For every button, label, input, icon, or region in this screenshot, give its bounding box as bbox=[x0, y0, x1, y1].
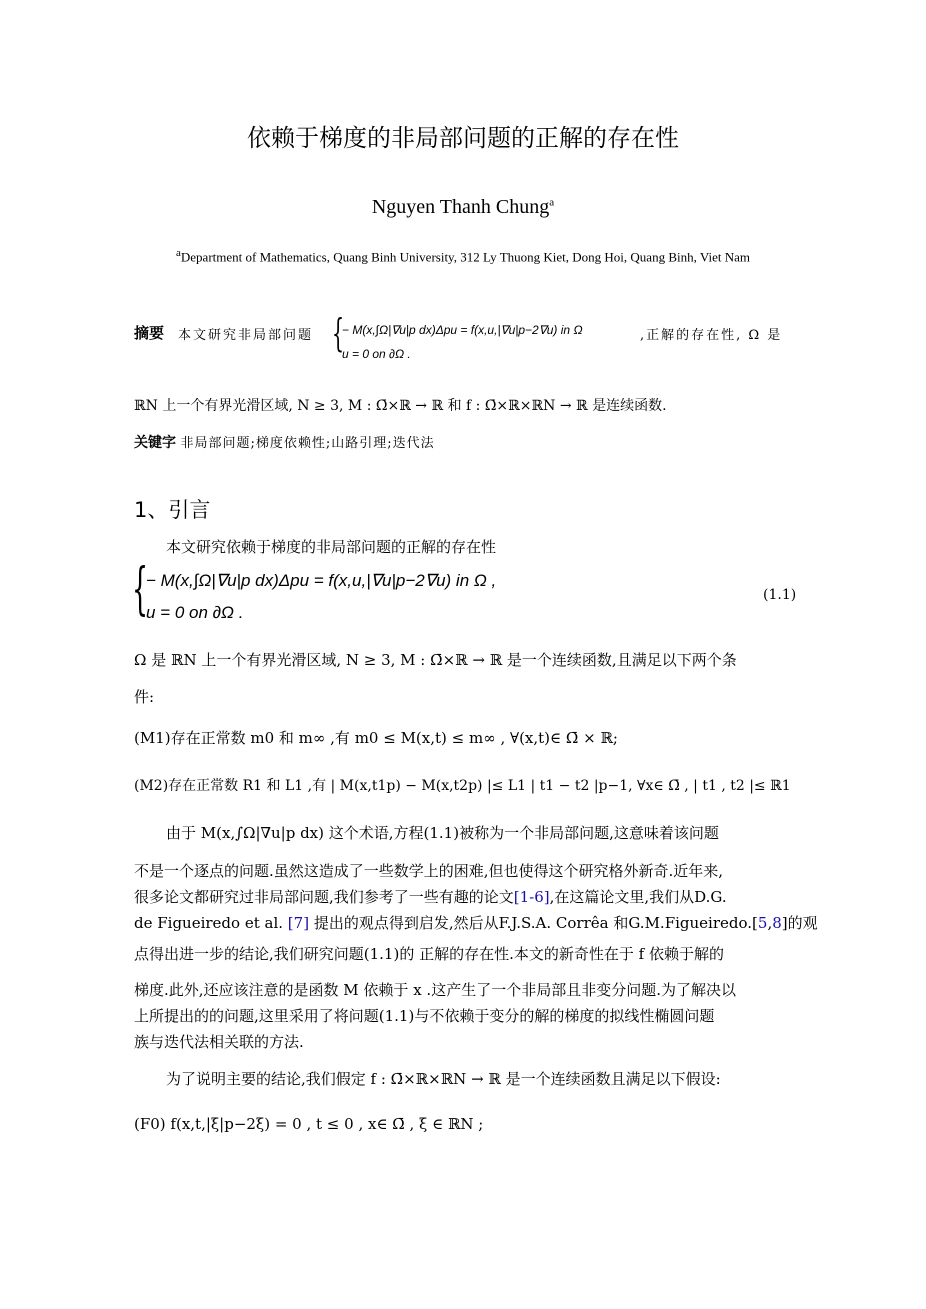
body-text: 很多论文都研究过非局部问题,我们参考了一些有趣的论文 bbox=[134, 888, 514, 906]
body-line-2: 不是一个逐点的问题.虽然这造成了一些数学上的困难,但也使得这个研究格外新奇.近年来, bbox=[134, 862, 724, 880]
body-text: de Figueiredo et al. bbox=[134, 914, 288, 932]
omega-line1: Ω 是 ℝN 上一个有界光滑区域, N ≥ 3, M : Ω̄×ℝ → ℝ 是一个连续函数,且满足以下两个条 bbox=[134, 651, 737, 669]
author-name: Nguyen Thanh Chung bbox=[371, 196, 550, 218]
author-affil-mark: a bbox=[549, 196, 555, 209]
assumption-line: 为了说明主要的结论,我们假定 f : Ω̄×ℝ×ℝN → ℝ 是一个连续函数且满足以下假设: bbox=[166, 1070, 721, 1088]
citation-8[interactable]: 8 bbox=[772, 914, 782, 932]
affiliation bbox=[0, 247, 926, 265]
body-line-7: 上所提出的的问题,这里采用了将问题(1.1)与不依赖于变分的解的梯度的拟线性椭圆问题 bbox=[134, 1007, 715, 1025]
affil-text: Department of Mathematics, Quang Binh University, 312 Ly Thuong Kiet, Dong Hoi, Quang Binh, Viet Nam bbox=[180, 249, 750, 265]
body-text: 提出的观点得到启发,然后从F.J.S.A. Corrêa 和G.M.Figueiredo.[ bbox=[309, 914, 758, 932]
body-line-5: 点得出进一步的结论,我们研究问题(1.1)的 正解的存在性.本文的新奇性在于 f 依赖于解的 bbox=[134, 945, 724, 963]
abstract-line2: ℝN 上一个有界光滑区域, N ≥ 3, M : Ω̄×ℝ → ℝ 和 f : Ω̄×ℝ×ℝN → ℝ 是连续函数. bbox=[134, 398, 667, 414]
paper-title: 依赖于梯度的非局部问题的正解的存在性 bbox=[247, 124, 679, 152]
body-line-3 bbox=[134, 886, 727, 907]
citation-7[interactable]: [7] bbox=[287, 914, 310, 932]
condition-m2: (M2)存在正常数 R1 和 L1 ,有 | M(x,t1p) − M(x,t2p) |≤ L1 | t1 − t2 |p−1, ∀x∈ Ω̄ , | t1 , t2 |≤ ℝ1 bbox=[134, 778, 791, 794]
abstract-label: 摘要 bbox=[134, 324, 165, 342]
keywords-label: 关键字 bbox=[134, 435, 176, 451]
body-text: ]的观 bbox=[781, 914, 818, 932]
citation-5[interactable]: 5 bbox=[757, 914, 768, 932]
condition-f0: (F0) f(x,t,|ξ|p−2ξ) = 0 , t ≤ 0 , x∈ Ω̄ , ξ ∈ ℝN ; bbox=[134, 1115, 484, 1133]
body-line-4 bbox=[134, 912, 818, 933]
abstract-brace: { bbox=[332, 311, 345, 355]
omega-line2: 件: bbox=[134, 688, 155, 706]
body-text: , bbox=[767, 914, 773, 932]
citation-1-6[interactable]: [1-6] bbox=[513, 888, 550, 906]
eq11-line1: − M(x,∫Ω|∇u|p dx)Δpu = f(x,u,|∇u|p−2∇u) in Ω , bbox=[146, 571, 497, 590]
eq11-number: (1.1) bbox=[763, 587, 797, 603]
abstract-intro: 本文研究非局部问题 bbox=[178, 328, 314, 343]
keywords bbox=[134, 432, 435, 452]
keywords-text: 非局部问题;梯度依赖性;山路引理;迭代法 bbox=[180, 436, 435, 451]
eq11-brace: { bbox=[132, 557, 149, 622]
author-line bbox=[0, 196, 926, 219]
condition-m1: (M1)存在正常数 m0 和 m∞ ,有 m0 ≤ M(x,t) ≤ m∞ , ∀(x,t)∈ Ω̄ × ℝ; bbox=[134, 729, 618, 747]
body-line-6: 梯度.此外,还应该注意的是函数 M 依赖于 x .这产生了一个非局部且非变分问题.为了解决以 bbox=[134, 981, 736, 999]
body-line-1: 由于 M(x,∫Ω|∇u|p dx) 这个术语,方程(1.1)被称为一个非局部问题,这意味着该问题 bbox=[166, 824, 719, 842]
intro-sentence: 本文研究依赖于梯度的非局部问题的正解的存在性 bbox=[166, 538, 497, 556]
body-line-8: 族与迭代法相关联的方法. bbox=[134, 1033, 304, 1051]
body-text: ,在这篇论文里,我们从D.G. bbox=[549, 888, 727, 906]
abstract-equation-line2: u = 0 on ∂Ω . bbox=[342, 347, 411, 361]
affil-mark: a bbox=[176, 247, 181, 259]
abstract-after: ,正解的存在性, Ω 是 bbox=[640, 328, 783, 343]
section-heading: 1、引言 bbox=[134, 498, 211, 522]
eq11-line2: u = 0 on ∂Ω . bbox=[146, 603, 244, 622]
abstract-equation-line1: − M(x,∫Ω|∇u|p dx)Δpu = f(x,u,|∇u|p−2∇u) in Ω bbox=[342, 323, 583, 337]
